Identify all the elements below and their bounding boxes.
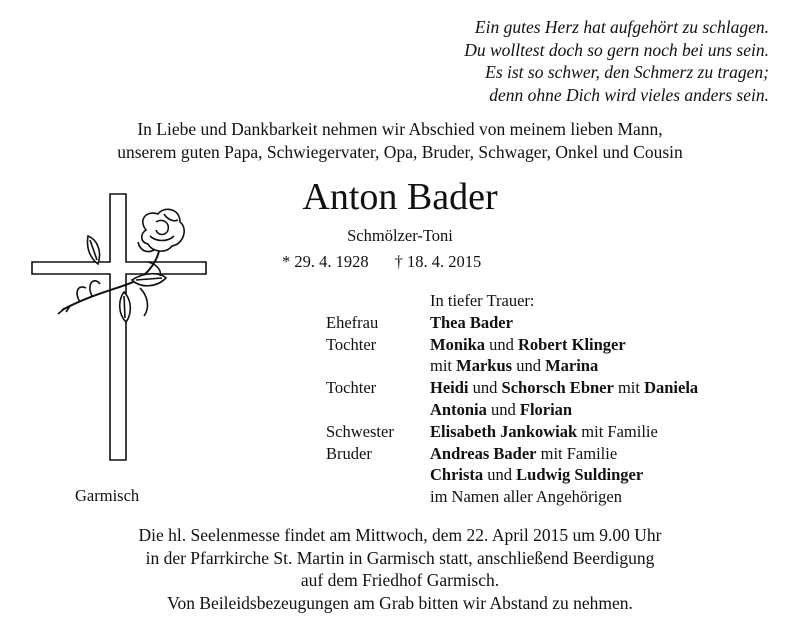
mourner-name: Andreas Bader [430,443,537,463]
connector-text: mit Familie [536,443,618,463]
connector-text: mit Familie [577,421,658,441]
poem-line: Es ist so schwer, den Schmerz zu tragen; [485,62,769,82]
mourner-row [326,334,698,356]
mourner-name: Robert Klinger [518,334,626,354]
intro-line: unserem guten Papa, Schwiegervater, Opa, Bruder, Schwager, Onkel und Cousin [117,142,683,162]
mourner-name: Christa [430,465,484,485]
life-dates [282,252,481,272]
connector-text: und [468,378,502,398]
service-line: auf dem Friedhof Garmisch. [300,570,500,590]
poem [464,16,769,106]
poem-line: denn ohne Dich wird vieles anders sein. [489,84,769,105]
deceased-name: Anton Bader [302,176,498,218]
place: Garmisch [75,486,140,505]
poem-line: Du wolltest doch so gern noch bei uns sein. [464,39,769,60]
closing-line: im Namen aller Angehörigen [430,487,622,507]
mourner-row [326,486,698,508]
mourners-heading-row [326,290,698,312]
mourner-role: Bruder [326,443,372,463]
connector-text: mit [430,356,457,376]
mourner-name: Markus [456,356,513,376]
service-info [0,524,800,614]
mourner-row [326,399,698,421]
mourner-name: Monika [430,334,486,354]
mourner-name: Ludwig Suldinger [516,465,644,485]
cross-with-rose-icon [28,192,228,462]
mourner-name: Thea Bader [430,312,513,332]
mourner-name: Elisabeth Jankowiak [430,421,578,441]
deceased-nickname: Schmölzer-Toni [347,226,453,245]
mourner-role: Ehefrau [326,312,379,332]
mourner-name: Schorsch Ebner [501,378,614,398]
connector-text: mit [613,378,645,398]
mourner-role: Tochter [326,334,377,354]
mourners-list [326,290,698,508]
mourner-name: Florian [519,399,573,419]
mourner-name: Heidi [430,378,469,398]
mourner-row [326,355,698,377]
mourner-row [326,464,698,486]
intro-text [0,118,800,164]
death-date: † 18. 4. 2015 [394,252,482,271]
mourner-name: Daniela [644,378,699,398]
connector-text: und [485,334,519,354]
mourner-row [326,421,698,443]
mourner-row [326,377,698,399]
mourner-row [326,443,698,465]
connector-text: und [483,465,517,485]
connector-text: und [486,399,520,419]
service-line: in der Pfarrkirche St. Martin in Garmisch statt, anschließend Beerdigung [145,547,655,568]
mourner-name: Antonia [430,399,487,419]
mourner-role: Tochter [326,378,377,398]
mourner-name: Marina [545,356,599,376]
birth-date: * 29. 4. 1928 [282,252,369,271]
poem-line: Ein gutes Herz hat aufgehört zu schlagen. [474,17,769,37]
mourner-row [326,312,698,334]
mourner-role: Schwester [326,421,394,441]
service-line: Die hl. Seelenmesse findet am Mittwoch, dem 22. April 2015 um 9.00 Uhr [138,525,662,545]
connector-text: und [512,356,546,376]
mourners-heading: In tiefer Trauer: [430,291,535,310]
service-line: Von Beileidsbezeugungen am Grab bitten wir Abstand zu nehmen. [167,592,633,613]
intro-line: In Liebe und Dankbarkeit nehmen wir Abschied von meinem lieben Mann, [137,119,663,139]
